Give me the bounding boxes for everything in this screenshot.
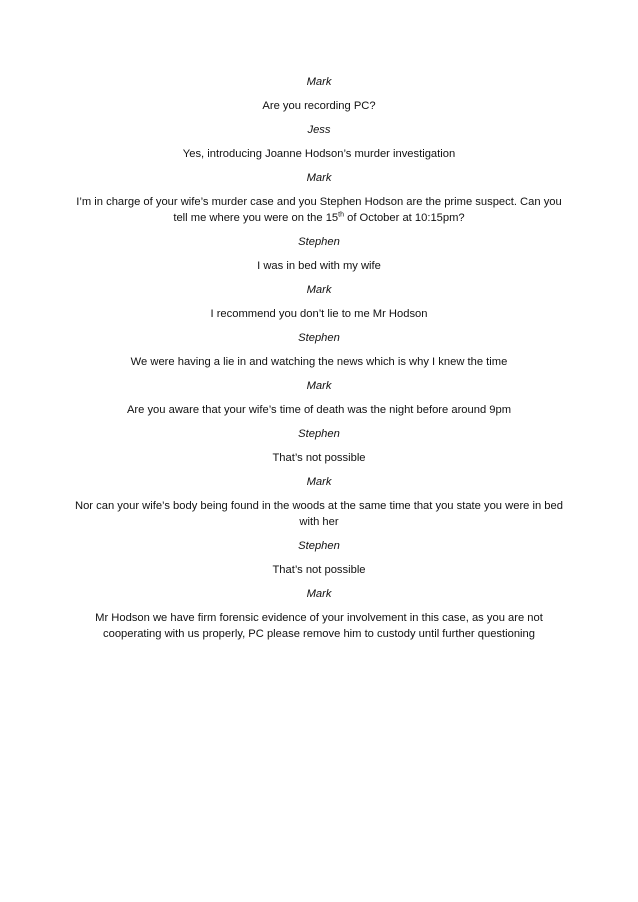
dialogue-text: I’m in charge of your wife’s murder case and you Stephen Hodson are the prime suspect. Can you tell me where you were on the 15 xyxy=(76,196,562,224)
speaker-name: Mark xyxy=(306,588,332,600)
speaker-name: Stephen xyxy=(298,428,340,440)
dialogue-line: That’s not possible xyxy=(272,564,366,576)
speaker-name: Stephen xyxy=(298,332,340,344)
speaker-name: Stephen xyxy=(298,540,340,552)
ordinal-suffix: th xyxy=(338,211,344,219)
speaker-name: Mark xyxy=(306,76,332,88)
speaker-name: Mark xyxy=(306,284,332,296)
script-dialogue xyxy=(70,74,568,650)
speaker-name: Mark xyxy=(306,380,332,392)
speaker-name: Mark xyxy=(306,172,332,184)
dialogue-line: I was in bed with my wife xyxy=(257,260,381,272)
speaker-name: Stephen xyxy=(298,236,340,248)
dialogue-line: I recommend you don’t lie to me Mr Hodson xyxy=(210,308,428,320)
dialogue-line: Yes, introducing Joanne Hodson’s murder investigation xyxy=(182,148,456,160)
dialogue-line: Are you recording PC? xyxy=(262,100,376,112)
speaker-name: Mark xyxy=(306,476,332,488)
dialogue-line: We were having a lie in and watching the news which is why I knew the time xyxy=(130,356,508,368)
dialogue-line: Mr Hodson we have firm forensic evidence of your involvement in this case, as you are not cooperating with us properly, PC please remove him to custody until further questioning xyxy=(95,612,543,640)
speaker-name: Jess xyxy=(307,124,331,136)
dialogue-text: of October at 10:15pm? xyxy=(344,212,465,224)
dialogue-line xyxy=(70,194,568,226)
dialogue-line: That’s not possible xyxy=(272,452,366,464)
dialogue-line: Are you aware that your wife’s time of death was the night before around 9pm xyxy=(126,404,512,416)
dialogue-line: Nor can your wife’s body being found in the woods at the same time that you state you were in bed with her xyxy=(75,500,563,528)
